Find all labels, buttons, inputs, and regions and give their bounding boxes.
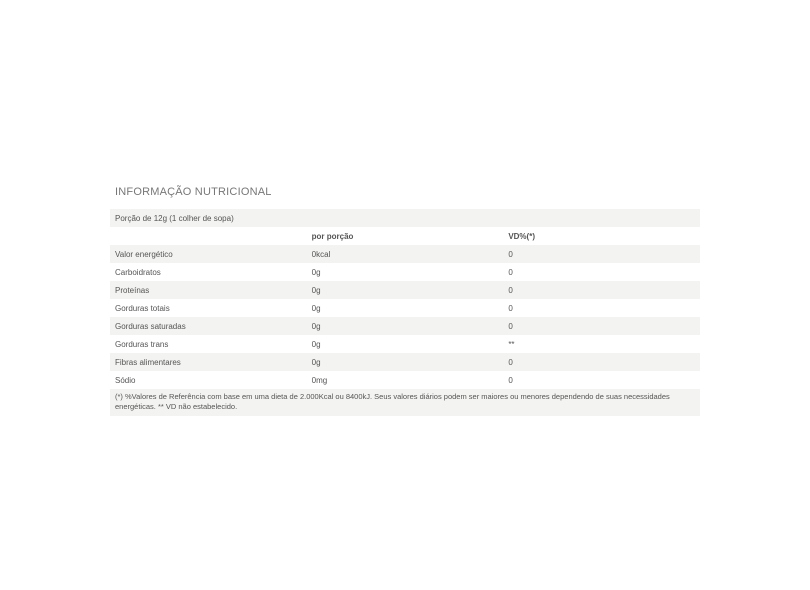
nutrient-vd: 0 <box>503 317 700 335</box>
nutrient-vd: 0 <box>503 353 700 371</box>
table-row <box>110 245 700 263</box>
header-empty-cell <box>110 227 307 245</box>
nutrient-name: Sódio <box>110 371 307 389</box>
nutrient-name: Valor energético <box>110 245 307 263</box>
nutrient-serving: 0g <box>307 353 504 371</box>
header-row <box>110 227 700 245</box>
nutrient-serving: 0mg <box>307 371 504 389</box>
header-per-serving: por porção <box>307 227 504 245</box>
nutrient-serving: 0kcal <box>307 245 504 263</box>
table-row <box>110 353 700 371</box>
footnote-text: (*) %Valores de Referência com base em uma dieta de 2.000Kcal ou 8400kJ. Seus valores diários podem ser maiores ou menores dependendo de suas necessidades energéticas. ** VD não estabelecido. <box>110 389 700 416</box>
nutrient-name: Gorduras saturadas <box>110 317 307 335</box>
nutrient-name: Fibras alimentares <box>110 353 307 371</box>
nutrient-vd: ** <box>503 335 700 353</box>
nutrition-title: INFORMAÇÃO NUTRICIONAL <box>115 186 272 198</box>
table-row <box>110 335 700 353</box>
table-row <box>110 371 700 389</box>
table-row <box>110 317 700 335</box>
nutrient-vd: 0 <box>503 281 700 299</box>
nutrient-serving: 0g <box>307 317 504 335</box>
nutrient-name: Gorduras trans <box>110 335 307 353</box>
footnote-row <box>110 389 700 416</box>
nutrient-vd: 0 <box>503 263 700 281</box>
table-row <box>110 299 700 317</box>
nutrient-name: Proteínas <box>110 281 307 299</box>
nutrient-name: Gorduras totais <box>110 299 307 317</box>
nutrient-serving: 0g <box>307 263 504 281</box>
nutrition-table <box>110 209 700 416</box>
nutrient-serving: 0g <box>307 335 504 353</box>
nutrient-vd: 0 <box>503 299 700 317</box>
header-vd: VD%(*) <box>503 227 700 245</box>
nutrient-serving: 0g <box>307 299 504 317</box>
nutrient-vd: 0 <box>503 245 700 263</box>
nutrition-facts-panel <box>110 182 700 416</box>
portion-text: Porção de 12g (1 colher de sopa) <box>110 209 700 227</box>
nutrient-vd: 0 <box>503 371 700 389</box>
nutrient-serving: 0g <box>307 281 504 299</box>
table-row <box>110 281 700 299</box>
portion-row <box>110 209 700 227</box>
table-row <box>110 263 700 281</box>
nutrient-name: Carboidratos <box>110 263 307 281</box>
